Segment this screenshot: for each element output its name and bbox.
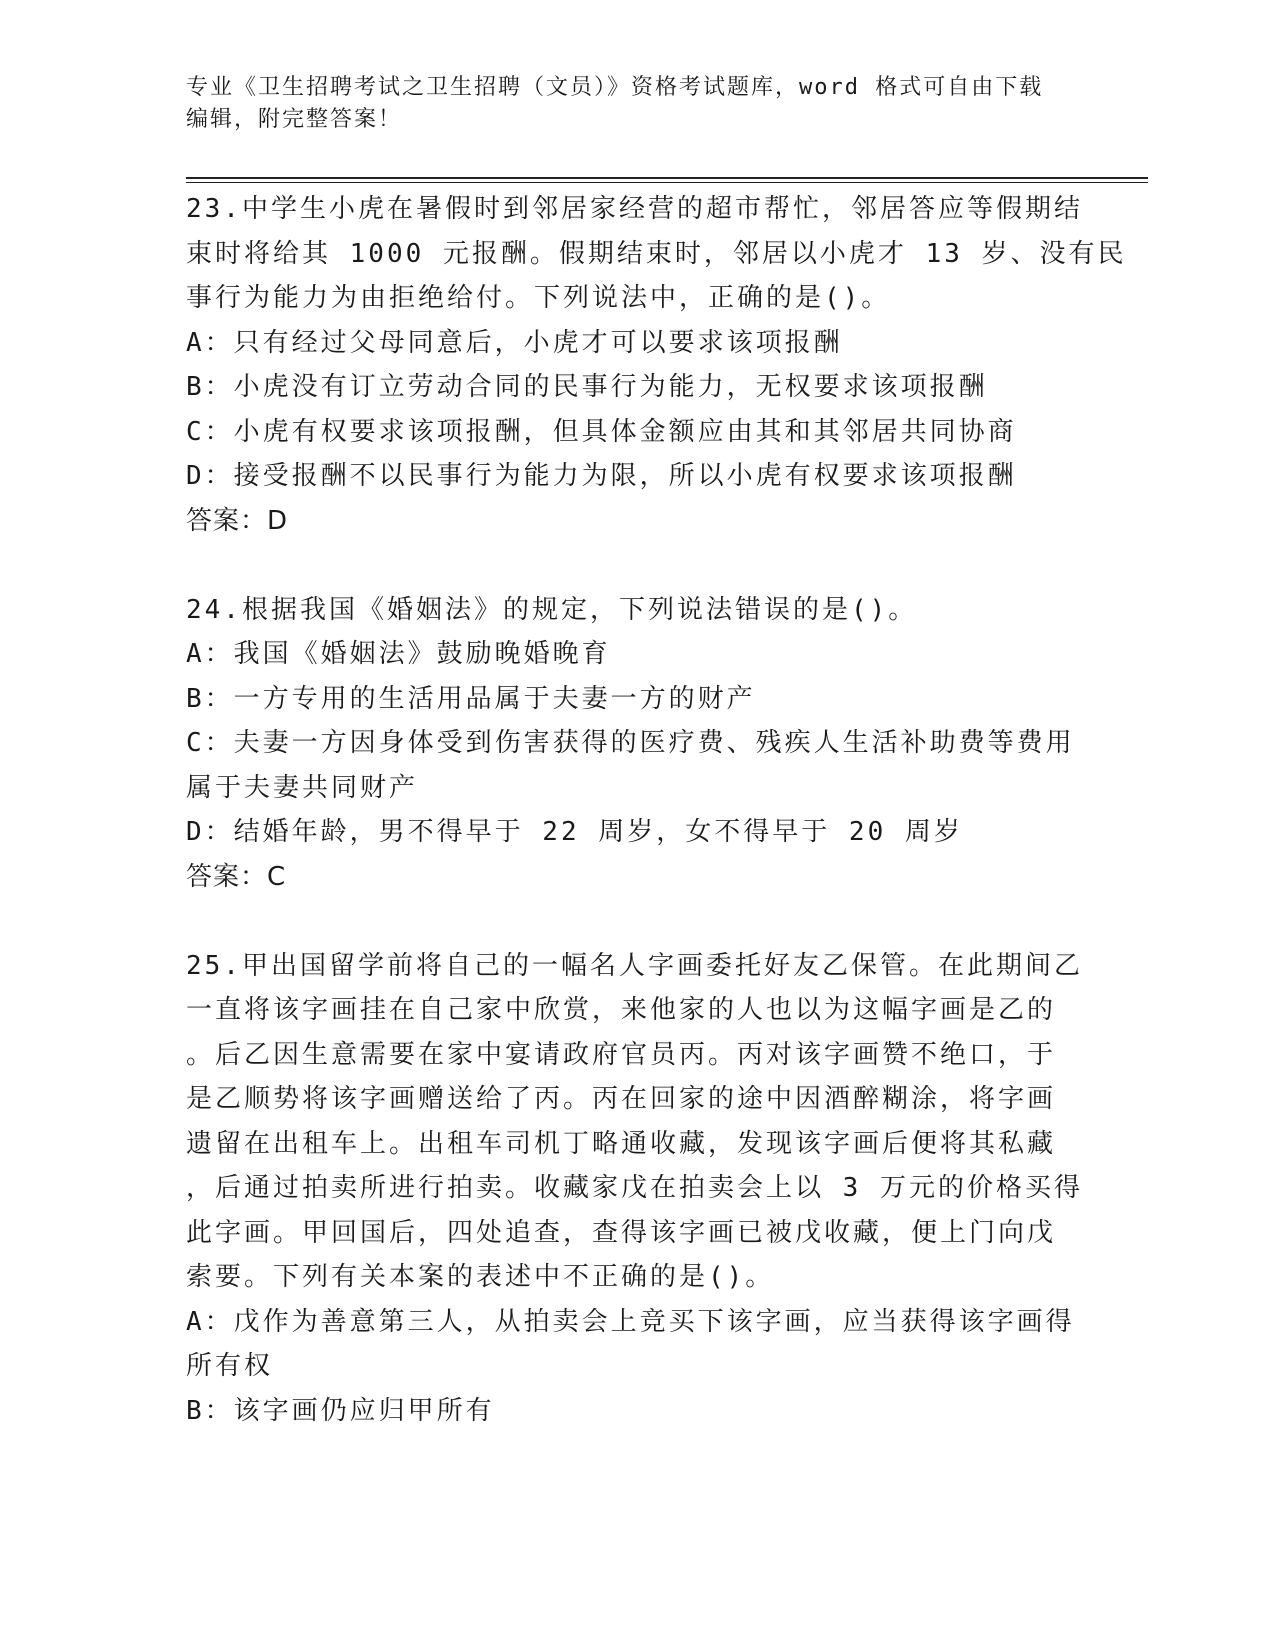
option-a: A：我国《婚姻法》鼓励晚婚晚育	[186, 639, 611, 669]
answer-line: 答案：C	[186, 861, 287, 892]
document-header	[186, 72, 1066, 136]
option-b: B：小虎没有订立劳动合同的民事行为能力，无权要求该项报酬	[186, 372, 988, 402]
option-a: A：戊作为善意第三人，从拍卖会上竞买下该字画，应当获得该字画得	[186, 1306, 1075, 1337]
question-text-line: 24.根据我国《婚姻法》的规定，下列说法错误的是()。	[186, 594, 918, 625]
question-text-line: 此字画。甲回国后，四处追查，查得该字画已被戊收藏，便上门向戊	[186, 1217, 1057, 1248]
question-24	[186, 588, 1086, 900]
question-text-line: 事行为能力为由拒绝给付。下列说法中，正确的是()。	[186, 283, 891, 313]
question-23	[186, 187, 1127, 543]
question-spacer	[186, 899, 1086, 944]
option-d: D：结婚年龄，男不得早于 22 周岁，女不得早于 20 周岁	[186, 817, 963, 847]
option-c-continued: 属于夫妻共同财产	[186, 772, 419, 803]
option-c: C：夫妻一方因身体受到伤害获得的医疗费、残疾人生活补助费等费用	[186, 728, 1075, 758]
header-line-2: 编辑，附完整答案！	[186, 107, 403, 132]
answer-line: 答案：D	[186, 505, 289, 536]
option-d: D：接受报酬不以民事行为能力为限，所以小虎有权要求该项报酬	[186, 461, 1017, 491]
option-b: B：该字画仍应归甲所有	[186, 1395, 495, 1426]
header-line-1: 专业《卫生招聘考试之卫生招聘（文员）》资格考试题库，word 格式可自由下载	[186, 75, 1044, 100]
question-text-line: 索要。下列有关本案的表述中不正确的是()。	[186, 1262, 775, 1292]
question-list	[186, 187, 1127, 1433]
option-b: B：一方专用的生活用品属于夫妻一方的财产	[186, 683, 756, 714]
option-c: C：小虎有权要求该项报酬，但具体金额应由其和其邻居共同协商	[186, 416, 1017, 447]
question-25	[186, 944, 1086, 1434]
question-spacer	[186, 543, 1086, 588]
question-text-line: 遗留在出租车上。出租车司机丁略通收藏，发现该字画后便将其私藏	[186, 1128, 1057, 1159]
option-a-continued: 所有权	[186, 1351, 274, 1381]
question-text-line: 23.中学生小虎在暑假时到邻居家经营的超市帮忙，邻居答应等假期结	[186, 194, 1083, 224]
question-text-line: 束时将给其 1000 元报酬。假期结束时，邻居以小虎才 13 岁、没有民	[186, 238, 1127, 269]
question-text-line: 。后乙因生意需要在家中宴请政府官员丙。丙对该字画赞不绝口，于	[186, 1039, 1057, 1070]
question-text-line: 一直将该字画挂在自己家中欣赏，来他家的人也以为这幅字画是乙的	[186, 995, 1057, 1025]
header-divider	[186, 177, 1148, 183]
question-text-line: 是乙顺势将该字画赠送给了丙。丙在回家的途中因酒醉糊涂，将字画	[186, 1084, 1057, 1114]
question-text-line: ，后通过拍卖所进行拍卖。收藏家戊在拍卖会上以 3 万元的价格买得	[186, 1173, 1083, 1203]
option-a: A：只有经过父母同意后，小虎才可以要求该项报酬	[186, 327, 843, 358]
question-text-line: 25.甲出国留学前将自己的一幅名人字画委托好友乙保管。在此期间乙	[186, 950, 1083, 981]
